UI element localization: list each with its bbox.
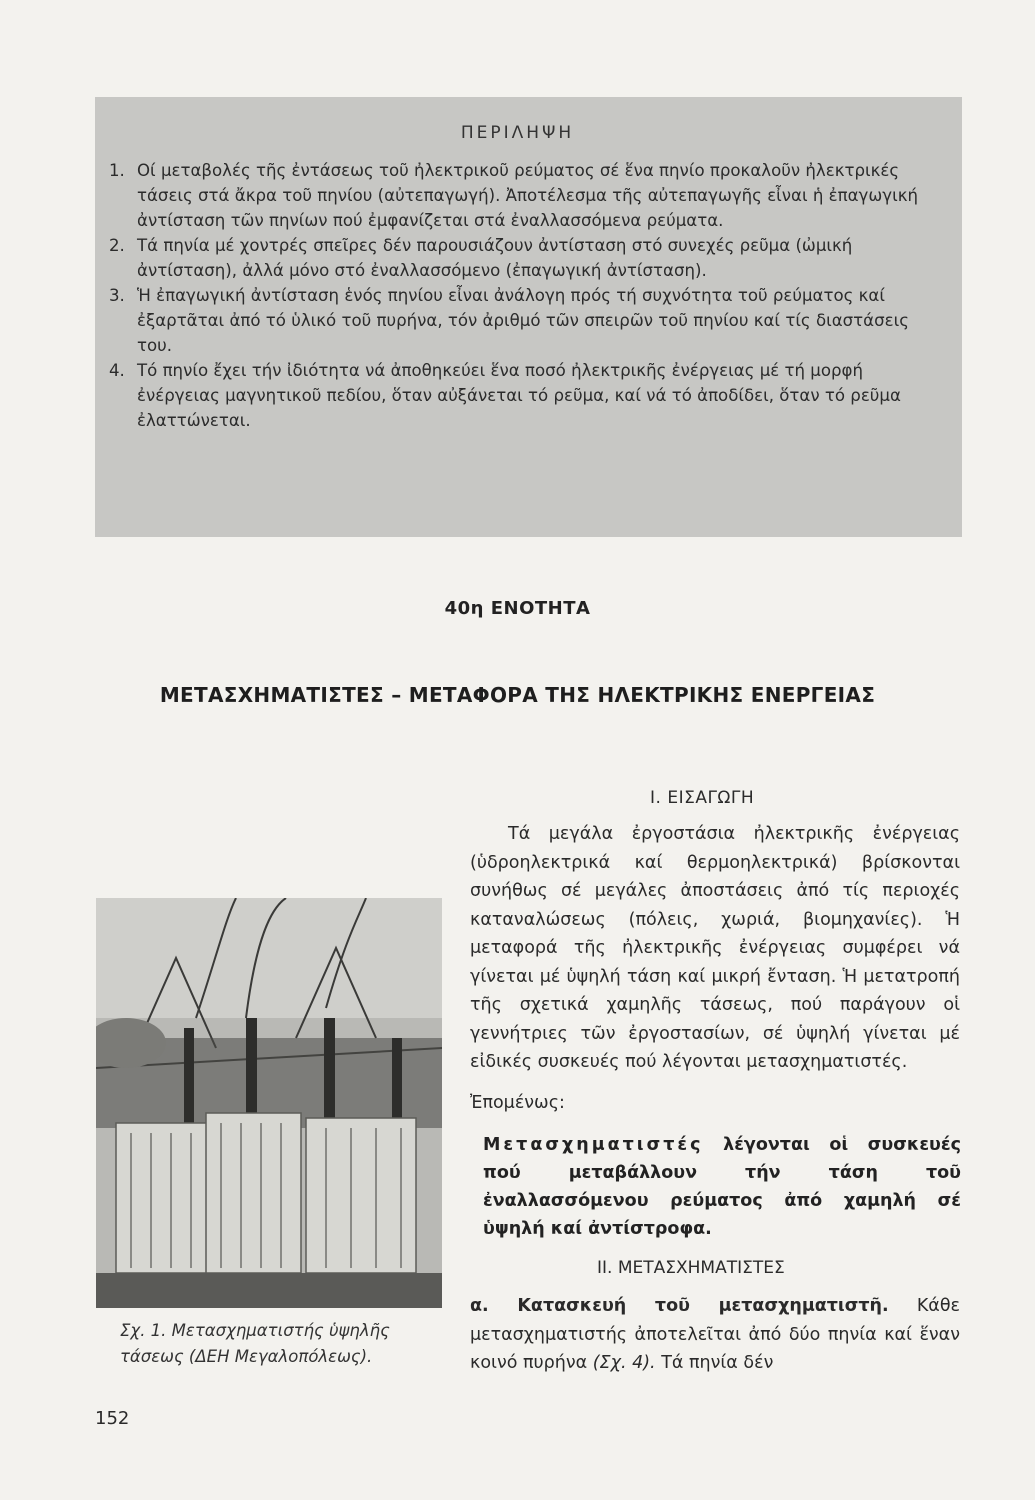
unit-title: 40η ΕΝΟΤΗΤΑ [444,598,591,619]
consequently-text: Ἐπομένως: [470,1093,565,1113]
summary-item-text: Τά πηνία μέ χοντρές σπεῖρες δέν παρουσιάζουν ἀντίσταση στό συνεχές ρεῦμα (ὠμική ἀντίσταση), ἀλλά μόνο στό ἐναλλασσόμενο (ἐπαγωγική ἀντίσταση). [137,236,853,280]
transformer-photo-drawing [96,898,442,1308]
transformer-photo [96,898,442,1308]
summary-item-3 [109,283,949,358]
summary-item-number: 1. [109,161,125,180]
construction-paragraph [470,1292,960,1378]
summary-item-text: Οί μεταβολές τῆς ἐντάσεως τοῦ ἠλεκτρικοῦ ρεύματος σέ ἕνα πηνίο προκαλοῦν ἠλεκτρικές τάσεις στά ἄκρα τοῦ πηνίου (αὐτεπαγωγή). Ἀποτέλεσμα τῆς αὐτεπαγωγῆς εἶναι ἡ ἐπαγωγική ἀντίσταση τῶν πηνίων πού ἐμφανίζεται στά ἐναλλασσόμενα ρεύματα. [137,161,919,230]
summary-title: ΠΕΡΙΛΗΨΗ [460,123,575,143]
summary-item-1 [109,158,949,233]
summary-item-number: 4. [109,361,125,380]
page-number: 152 [95,1408,130,1429]
summary-item-text: Ἡ ἐπαγωγική ἀντίσταση ἑνός πηνίου εἶναι ἀνάλογη πρός τή συχνότητα τοῦ ρεύματος καί ἐξαρτᾶται ἀπό τό ὑλικό τοῦ πυρήνα, τόν ἀριθμό τῶν σπειρῶν τοῦ πηνίου καί τίς διαστάσεις του. [137,286,909,355]
summary-item-number: 3. [109,286,125,305]
section-heading-introduction: Ι. ΕΙΣΑΓΩΓΗ [650,788,755,808]
summary-item-number: 2. [109,236,125,255]
section-heading-transformers: ΙΙ. ΜΕΤΑΣΧΗΜΑΤΙΣΤΕΣ [597,1258,785,1278]
figure-reference: (Σχ. 4). [592,1353,656,1373]
definition-text: λέγονται οἱ συσκευές πού μεταβάλλουν τήν τάση τοῦ ἐναλλασσόμενου ρεύματος ἀπό χαμηλή σέ ὑψηλή καί ἀντίστροφα. [483,1135,961,1239]
definition-term: Μετασχηματιστές [483,1135,704,1155]
summary-list [109,158,949,433]
transformer-definition [483,1131,961,1243]
chapter-title: ΜΕΤΑΣΧΗΜΑΤΙΣΤΕΣ – ΜΕΤΑΦΟΡΑ ΤΗΣ ΗΛΕΚΤΡΙΚΗΣ ΕΝΕΡΓΕΙΑΣ [159,683,876,707]
summary-item-4 [109,358,949,433]
summary-item-text: Τό πηνίο ἔχει τήν ἰδιότητα νά ἀποθηκεύει ἕνα ποσό ἠλεκτρικῆς ἐνέργειας μέ τή μορφή ἐνέργειας μαγνητικοῦ πεδίου, ὅταν αὐξάνεται τό ρεῦμα, καί νά τό ἀποδίδει, ὅταν τό ρεῦμα ἐλαττώνεται. [137,361,901,430]
introduction-paragraph: Τά μεγάλα ἐργοστάσια ἠλεκτρικῆς ἐνέργειας (ὑδροηλεκτρικά καί θερμοηλεκτρικά) βρίσκονται συνήθως σέ μεγάλες ἀποστάσεις ἀπό τίς περιοχές καταναλώσεως (πόλεις, χωριά, βιομηχανίες). Ἡ μεταφορά τῆς ἠλεκτρικῆς ἐνέργειας συμφέρει νά γίνεται μέ ὑψηλή τάση καί μικρή ἔνταση. Ἡ μετατροπή τῆς σχετικά χαμηλῆς τάσεως, πού παράγουν οἱ γεννήτριες τῶν ἐργοστασίων, σέ ὑψηλή γίνεται μέ εἰδικές συσκευές πού λέγονται μετασχηματιστές. [470,824,960,1072]
construction-subheading: α. Κατασκευή τοῦ μετασχηματιστῆ. [470,1296,889,1316]
construction-text-end: Τά πηνία δέν [655,1353,774,1373]
construction-text: Κάθε μετασχηματιστής ἀποτελεῖται ἀπό δύο πηνία καί ἕναν κοινό πυρήνα [470,1296,960,1373]
summary-item-2 [109,233,949,283]
figure-caption: Σχ. 1. Μετασχηματιστής ὑψηλῆς τάσεως (ΔΕΗ Μεγαλοπόλεως). [120,1321,390,1366]
